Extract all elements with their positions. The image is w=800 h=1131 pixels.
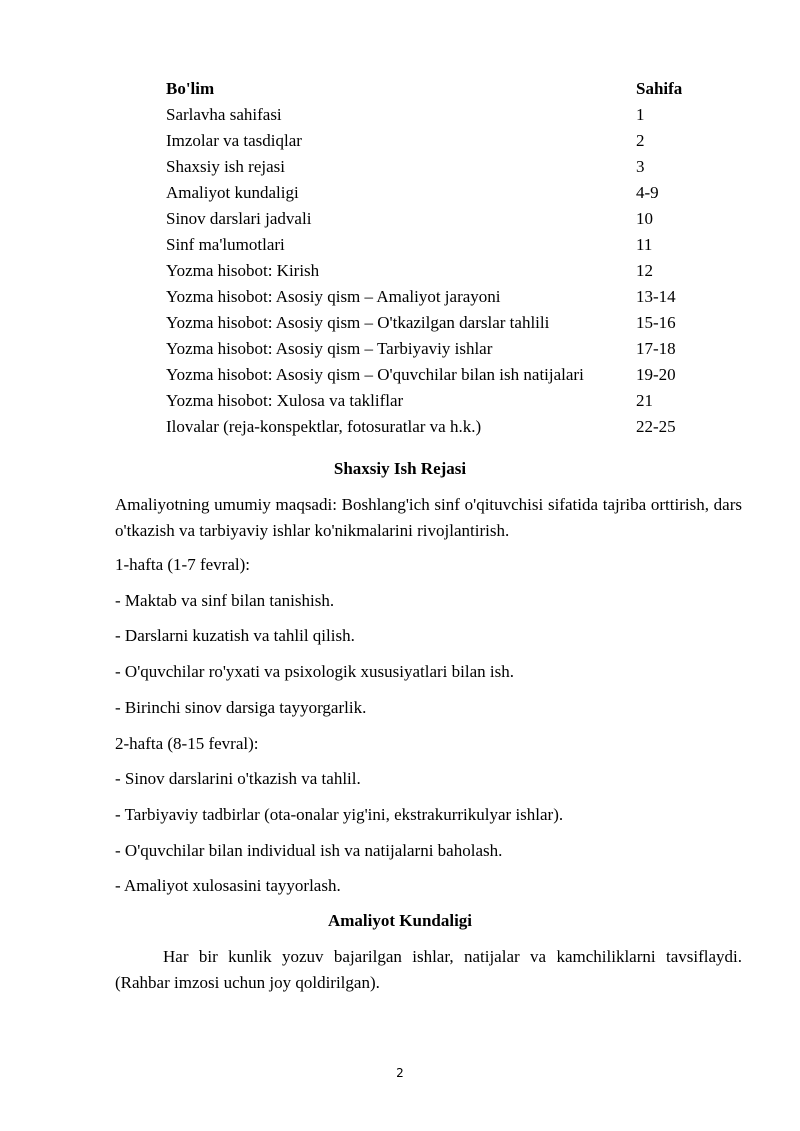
contents-page: 15-16 [636, 313, 676, 332]
diary-heading: Amaliyot Kundaligi [327, 911, 473, 930]
contents-section: Sinov darslari jadvali [166, 209, 312, 228]
diary-paragraph: Har bir kunlik yozuv bajarilgan ishlar, natijalar va kamchiliklarni tavsiflaydi. (Rahbar imzosi uchun joy qoldirilgan). [115, 947, 742, 992]
week1-item: - O'quvchilar ro'yxati va psixologik xususiyatlari bilan ish. [115, 662, 514, 681]
contents-page: 4-9 [636, 183, 659, 202]
contents-section: Sinf ma'lumotlari [166, 235, 285, 254]
contents-page: 12 [636, 261, 653, 280]
week2-item: - Amaliyot xulosasini tayyorlash. [115, 876, 341, 895]
contents-page: 11 [636, 235, 653, 254]
contents-section: Sarlavha sahifasi [166, 105, 282, 124]
week2-item: - Sinov darslarini o'tkazish va tahlil. [115, 769, 361, 788]
page-number: 2 [396, 1066, 404, 1080]
contents-row [166, 180, 706, 206]
contents-row [166, 258, 706, 284]
week2-item: - Tarbiyaviy tadbirlar (ota-onalar yig'ini, ekstrakurrikulyar ishlar). [115, 805, 564, 824]
contents-row [166, 310, 706, 336]
contents-page: 1 [636, 105, 645, 124]
week1-item: - Maktab va sinf bilan tanishish. [115, 591, 335, 610]
contents-page: 21 [636, 391, 653, 410]
contents-section: Imzolar va tasdiqlar [166, 131, 302, 150]
contents-row [166, 128, 706, 154]
week1-title: 1-hafta (1-7 fevral): [115, 555, 250, 574]
contents-row [166, 336, 706, 362]
contents-page: 17-18 [636, 339, 676, 358]
contents-page: 19-20 [636, 365, 676, 384]
contents-row [166, 102, 706, 128]
contents-row [166, 206, 706, 232]
contents-page: 2 [636, 131, 645, 150]
week1-item: - Birinchi sinov darsiga tayyorgarlik. [115, 698, 367, 717]
week1-item: - Darslarni kuzatish va tahlil qilish. [115, 626, 355, 645]
contents-page: 10 [636, 209, 653, 228]
contents-header-page: Sahifa [636, 79, 683, 98]
contents-header-section: Bo'lim [166, 79, 215, 98]
contents-section: Yozma hisobot: Asosiy qism – O'quvchilar bilan ish natijalari [166, 365, 584, 384]
week2-item: - O'quvchilar bilan individual ish va natijalarni baholash. [115, 841, 503, 860]
contents-section: Yozma hisobot: Xulosa va takliflar [166, 391, 404, 410]
contents-page: 22-25 [636, 417, 676, 436]
contents-section: Ilovalar (reja-konspektlar, fotosuratlar va h.k.) [166, 417, 482, 436]
contents-row [166, 388, 706, 414]
contents-row [166, 362, 706, 388]
contents-table [166, 76, 706, 440]
contents-section: Amaliyot kundaligi [166, 183, 299, 202]
plan-goal-paragraph: Amaliyotning umumiy maqsadi: Boshlang'ich sinf o'qituvchisi sifatida tajriba orttirish, dars o'tkazish va tarbiyaviy ishlar ko'nikmalarini rivojlantirish. [115, 495, 742, 540]
contents-section: Yozma hisobot: Asosiy qism – O'tkazilgan darslar tahlili [166, 313, 550, 332]
contents-row [166, 284, 706, 310]
contents-section: Yozma hisobot: Asosiy qism – Amaliyot jarayoni [166, 287, 501, 306]
contents-section: Yozma hisobot: Asosiy qism – Tarbiyaviy ishlar [166, 339, 493, 358]
plan-heading: Shaxsiy Ish Rejasi [333, 459, 467, 478]
contents-section: Shaxsiy ish rejasi [166, 157, 285, 176]
contents-page: 13-14 [636, 287, 676, 306]
contents-page: 3 [636, 157, 645, 176]
contents-row [166, 154, 706, 180]
contents-row [166, 414, 706, 440]
contents-row [166, 232, 706, 258]
week2-title: 2-hafta (8-15 fevral): [115, 734, 259, 753]
contents-header-row [166, 76, 706, 102]
contents-section: Yozma hisobot: Kirish [166, 261, 320, 280]
